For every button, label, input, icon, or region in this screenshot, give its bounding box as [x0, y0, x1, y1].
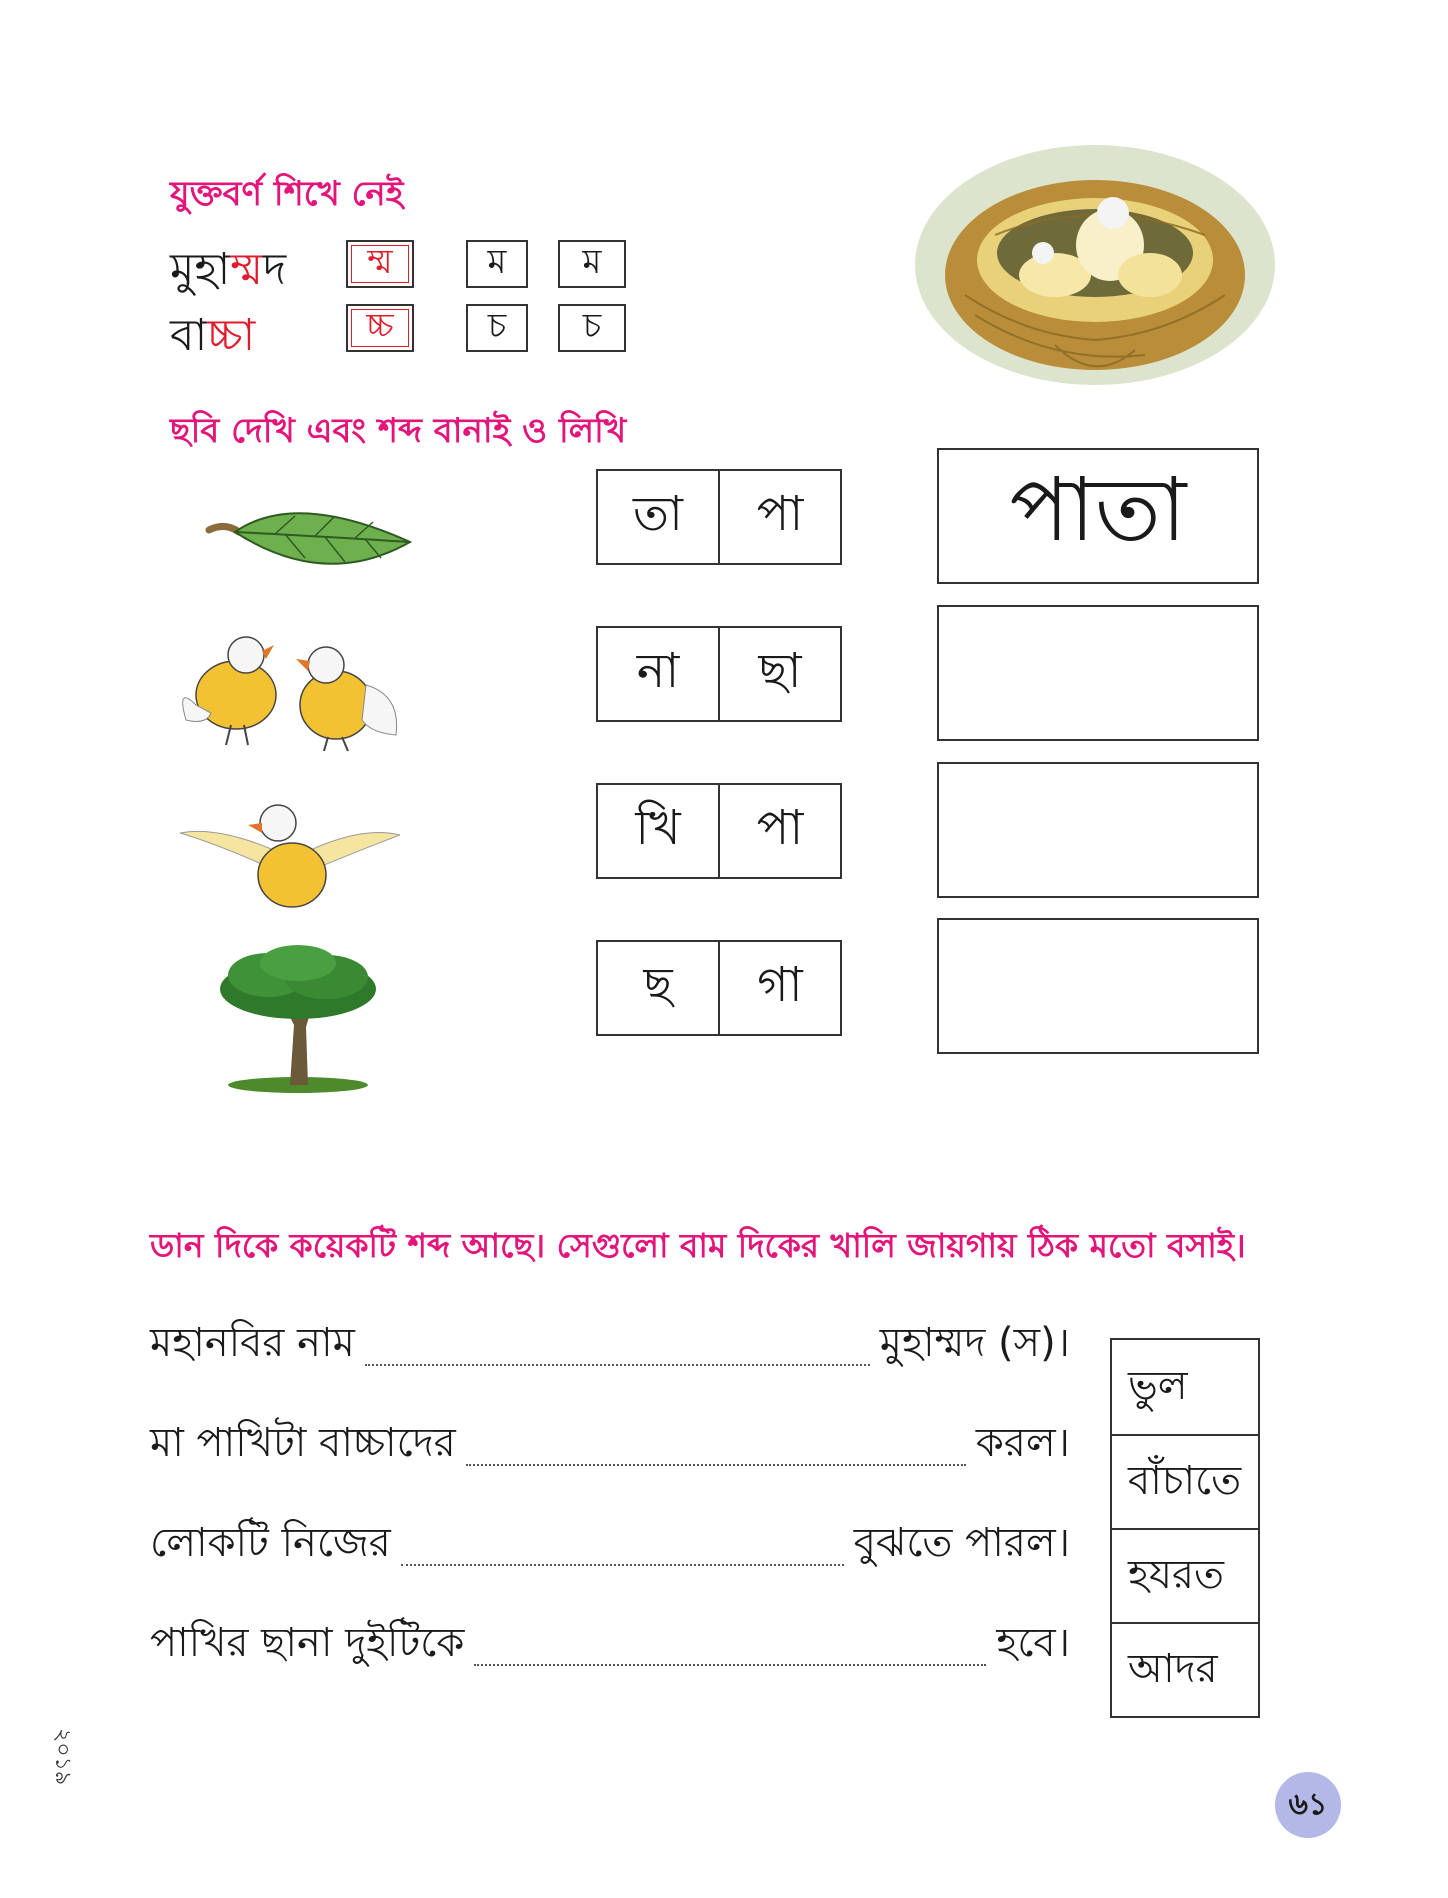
sentence-1	[150, 1318, 1070, 1378]
conjunct-box: চ্চ	[346, 304, 414, 352]
conjunct-word-1	[170, 236, 286, 309]
bird-picture	[180, 795, 400, 915]
tree-picture	[208, 945, 388, 1095]
letter-box: ম	[466, 240, 528, 288]
syllable-cell: খি	[635, 799, 681, 856]
syllable-cell: না	[636, 642, 680, 699]
word-bank	[1110, 1338, 1260, 1718]
fill-blanks-heading: ডান দিকে কয়েকটি শব্দ আছে। সেগুলো বাম দিকের খালি জায়গায় ঠিক মতো বসাই।	[150, 1226, 1246, 1265]
syllable-cell: তা	[633, 485, 683, 542]
word-bank-item[interactable]: ভুল	[1128, 1362, 1188, 1409]
leaf-picture	[205, 500, 415, 590]
answer-box[interactable]	[937, 918, 1259, 1054]
letter-box: চ	[558, 304, 626, 352]
syllable-row	[596, 469, 842, 565]
edition-year: ২০১৯	[50, 1728, 75, 1786]
sentence-start: মা পাখিটা বাচ্চাদের	[150, 1420, 456, 1466]
syllable-cell: গা	[718, 942, 840, 1034]
sentence-end: মুহাম্মদ (স)।	[879, 1320, 1070, 1366]
syllable-cell: ছা	[718, 628, 840, 720]
syllable-row	[596, 940, 842, 1036]
conjunct-box: ম্ম	[346, 240, 414, 288]
chicks-picture	[176, 625, 406, 755]
letter-box: ম	[558, 240, 626, 288]
word-highlight: চ্চা	[207, 310, 256, 361]
blank-line[interactable]	[466, 1463, 966, 1466]
sentence-2	[150, 1418, 1070, 1478]
page-number: ৬১	[1275, 1772, 1341, 1838]
blank-line[interactable]	[401, 1563, 844, 1566]
conjunct-heading: যুক্তবর্ণ শিখে নেই	[170, 174, 404, 214]
syllable-row	[596, 626, 842, 722]
letter-box: চ	[466, 304, 528, 352]
syllable-row	[596, 783, 842, 879]
syllable-cell: পা	[718, 471, 840, 563]
word-bank-item[interactable]: আদর	[1112, 1622, 1258, 1716]
word-bank-item[interactable]: হযরত	[1112, 1528, 1258, 1622]
word-part: মুহা	[170, 244, 231, 295]
sentence-3	[150, 1518, 1070, 1578]
answer-box[interactable]	[937, 605, 1259, 741]
blank-line[interactable]	[474, 1663, 986, 1666]
blank-line[interactable]	[365, 1363, 870, 1366]
sentence-start: লোকটি নিজের	[150, 1520, 391, 1566]
conjunct-word-2	[170, 302, 255, 375]
word-highlight: ম্ম	[230, 244, 263, 295]
sentence-end: হবে।	[996, 1620, 1070, 1666]
syllable-cell: পা	[718, 785, 840, 877]
sentence-end: বুঝতে পারল।	[853, 1520, 1070, 1566]
word-part: বা	[170, 310, 208, 361]
answer-box[interactable]	[937, 762, 1259, 898]
sentence-start: মহানবির নাম	[150, 1320, 355, 1366]
word-part: দ	[262, 244, 287, 295]
syllable-cell: ছ	[643, 956, 673, 1013]
picture-word-heading: ছবি দেখি এবং শব্দ বানাই ও লিখি	[170, 411, 627, 451]
answer-box[interactable]: পাতা	[937, 448, 1259, 584]
sentence-4	[150, 1618, 1070, 1678]
nest-illustration	[905, 135, 1285, 405]
word-bank-item[interactable]: বাঁচাতে	[1112, 1434, 1258, 1528]
sentence-start: পাখির ছানা দুইটিকে	[150, 1620, 465, 1666]
sentence-end: করল।	[975, 1420, 1070, 1466]
